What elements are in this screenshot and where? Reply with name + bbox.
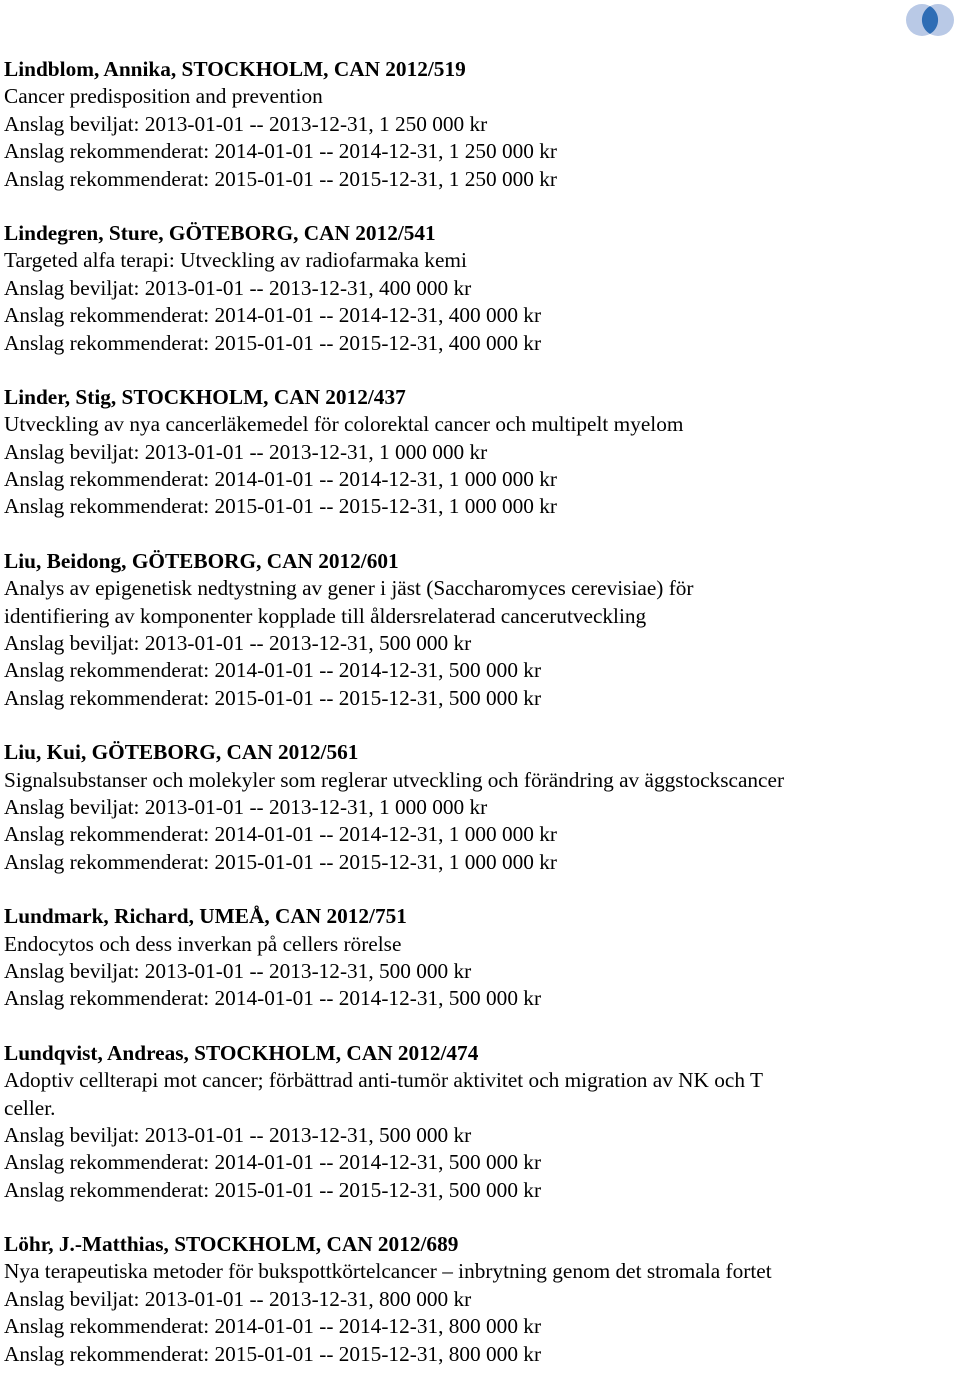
entry-heading: Lundqvist, Andreas, STOCKHOLM, CAN 2012/474 [4,1040,479,1065]
grant-line: Anslag rekommenderat: 2014-01-01 -- 2014-12-31, 500 000 kr [4,1150,542,1175]
grant-line: Anslag rekommenderat: 2014-01-01 -- 2014-12-31, 1 000 000 kr [4,467,558,492]
entry-heading: Lindblom, Annika, STOCKHOLM, CAN 2012/519 [4,57,466,81]
grant-line: Anslag beviljat: 2013-01-01 -- 2013-12-31, 500 000 kr [4,1122,472,1147]
grant-list [4,56,954,1395]
grant-entry [4,56,954,193]
project-title: Targeted alfa terapi: Utveckling av radiofarmaka kemi [4,248,467,273]
grant-line: Anslag rekommenderat: 2015-01-01 -- 2015-12-31, 800 000 kr [4,1341,542,1366]
grant-line: Anslag rekommenderat: 2015-01-01 -- 2015-12-31, 1 000 000 kr [4,849,558,874]
entry-heading: Lundmark, Richard, UMEÅ, CAN 2012/751 [4,904,407,929]
grant-line: Anslag rekommenderat: 2014-01-01 -- 2014-12-31, 1 000 000 kr [4,822,558,847]
project-title: celler. [4,1095,56,1120]
grant-line: Anslag rekommenderat: 2015-01-01 -- 2015-12-31, 400 000 kr [4,330,542,355]
grant-line: Anslag rekommenderat: 2015-01-01 -- 2015-12-31, 500 000 kr [4,685,542,710]
entry-heading: Linder, Stig, STOCKHOLM, CAN 2012/437 [4,384,406,409]
overlapping-circles-logo-icon [902,2,958,38]
grant-line: Anslag rekommenderat: 2014-01-01 -- 2014-12-31, 500 000 kr [4,658,542,683]
grant-line: Anslag beviljat: 2013-01-01 -- 2013-12-31, 1 250 000 kr [4,111,488,136]
grant-line: Anslag rekommenderat: 2014-01-01 -- 2014-12-31, 800 000 kr [4,1314,542,1339]
entry-heading: Lindegren, Sture, GÖTEBORG, CAN 2012/541 [4,220,436,245]
grant-line: Anslag rekommenderat: 2015-01-01 -- 2015-12-31, 1 000 000 kr [4,494,558,519]
project-title: Cancer predisposition and prevention [4,84,323,109]
grant-line: Anslag beviljat: 2013-01-01 -- 2013-12-31, 1 000 000 kr [4,794,488,819]
grant-line: Anslag rekommenderat: 2015-01-01 -- 2015-12-31, 500 000 kr [4,1177,542,1202]
entry-heading: Liu, Kui, GÖTEBORG, CAN 2012/561 [4,740,359,765]
entry-heading: Liu, Beidong, GÖTEBORG, CAN 2012/601 [4,548,399,573]
project-title: Signalsubstanser och molekyler som reglerar utveckling och förändring av äggstockscancer [4,767,785,792]
project-title: Nya terapeutiska metoder för bukspottkörtelcancer – inbrytning genom det stromala fortet [4,1259,772,1284]
grant-entry [4,739,954,876]
grant-line: Anslag rekommenderat: 2014-01-01 -- 2014-12-31, 500 000 kr [4,986,542,1011]
project-title: Analys av epigenetisk nedtystning av gener i jäst (Saccharomyces cerevisiae) för [4,576,694,601]
grant-line: Anslag beviljat: 2013-01-01 -- 2013-12-31, 1 000 000 kr [4,439,488,464]
grant-entry [4,903,954,1013]
grant-entry [4,1231,954,1368]
project-title: identifiering av komponenter kopplade till åldersrelaterad cancerutveckling [4,603,647,628]
grant-entry [4,384,954,521]
grant-entry [4,220,954,357]
grant-entry [4,548,954,712]
grant-line: Anslag rekommenderat: 2015-01-01 -- 2015-12-31, 1 250 000 kr [4,166,558,191]
grant-entry [4,1040,954,1204]
grant-line: Anslag rekommenderat: 2014-01-01 -- 2014-12-31, 1 250 000 kr [4,139,558,164]
grant-line: Anslag beviljat: 2013-01-01 -- 2013-12-31, 500 000 kr [4,958,472,983]
project-title: Utveckling av nya cancerläkemedel för colorektal cancer och multipelt myelom [4,412,684,437]
grant-line: Anslag rekommenderat: 2014-01-01 -- 2014-12-31, 400 000 kr [4,303,542,328]
entry-heading: Löhr, J.-Matthias, STOCKHOLM, CAN 2012/689 [4,1232,459,1257]
project-title: Endocytos och dess inverkan på cellers rörelse [4,931,402,956]
grant-line: Anslag beviljat: 2013-01-01 -- 2013-12-31, 800 000 kr [4,1286,472,1311]
grant-line: Anslag beviljat: 2013-01-01 -- 2013-12-31, 400 000 kr [4,275,472,300]
project-title: Adoptiv cellterapi mot cancer; förbättrad anti-tumör aktivitet och migration av NK och T [4,1068,763,1093]
grant-line: Anslag beviljat: 2013-01-01 -- 2013-12-31, 500 000 kr [4,631,472,656]
